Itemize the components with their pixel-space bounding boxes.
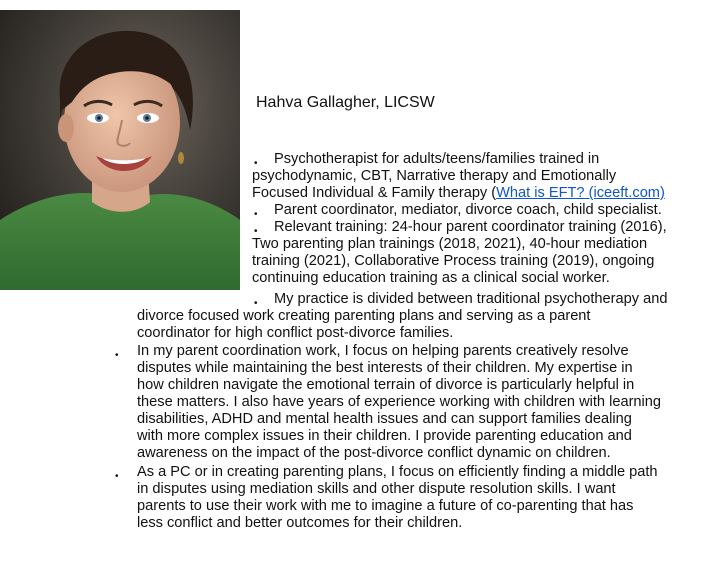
bio-line: parents to use their work with me to imagine a future of co-parenting that has	[137, 498, 634, 514]
bio-line: Relevant training: 24-hour parent coordinator training (2016),	[274, 219, 667, 235]
bio-line: training (2021), Collaborative Process training (2019), ongoing	[252, 253, 655, 269]
bio-line: My practice is divided between traditional psychotherapy and	[274, 291, 668, 307]
bio-text-segment: Focused Individual & Family therapy (	[252, 185, 497, 201]
bio-line: with more complex issues in their children. I provide parenting education and	[137, 428, 632, 444]
bullet-icon: •	[115, 350, 119, 361]
bio-line: psychodynamic, CBT, Narrative therapy and Emotionally	[252, 168, 617, 184]
bio-line: Parent coordinator, mediator, divorce coach, child specialist.	[274, 202, 662, 218]
eft-link[interactable]: What is EFT? (iceeft.com)	[496, 185, 665, 201]
bullet-icon: •	[254, 298, 258, 309]
bio-line: coordinator for high conflict post-divorce families.	[137, 325, 454, 341]
bio-line: less conflict and better outcomes for their children.	[137, 515, 463, 531]
bio-line: continuing education training as a clinical social worker.	[252, 270, 610, 286]
bio-line: disputes while maintaining the best interests of their children. My expertise in	[137, 360, 633, 376]
bio-line: In my parent coordination work, I focus on helping parents creatively resolve	[137, 343, 629, 359]
bio-line: Psychotherapist for adults/teens/families trained in	[274, 151, 600, 167]
profile-name: Hahva Gallagher, LICSW	[256, 94, 435, 111]
bullet-icon: •	[254, 226, 258, 237]
bio-line: how children navigate the emotional terrain of divorce is particularly helpful in	[137, 377, 635, 393]
bio-line: disabilities, ADHD and mental health issues and can support families dealing	[137, 411, 632, 427]
bio-line: these matters. I also have years of experience working with children with learning	[137, 394, 662, 410]
bio-line: awareness on the impact of the post-divorce conflict dynamic on children.	[137, 445, 611, 461]
bullet-icon: •	[254, 209, 258, 220]
bio-line: Two parenting plan trainings (2018, 2021), 40-hour mediation	[252, 236, 648, 252]
bullet-icon: •	[254, 158, 258, 169]
bio-line: As a PC or in creating parenting plans, I focus on efficiently finding a middle path	[137, 464, 658, 480]
bio-line	[252, 185, 665, 202]
bio-line: in disputes using mediation skills and other dispute resolution skills. I want	[137, 481, 616, 497]
bullet-icon: •	[115, 471, 119, 482]
bio-line: divorce focused work creating parenting plans and serving as a parent	[137, 308, 591, 324]
